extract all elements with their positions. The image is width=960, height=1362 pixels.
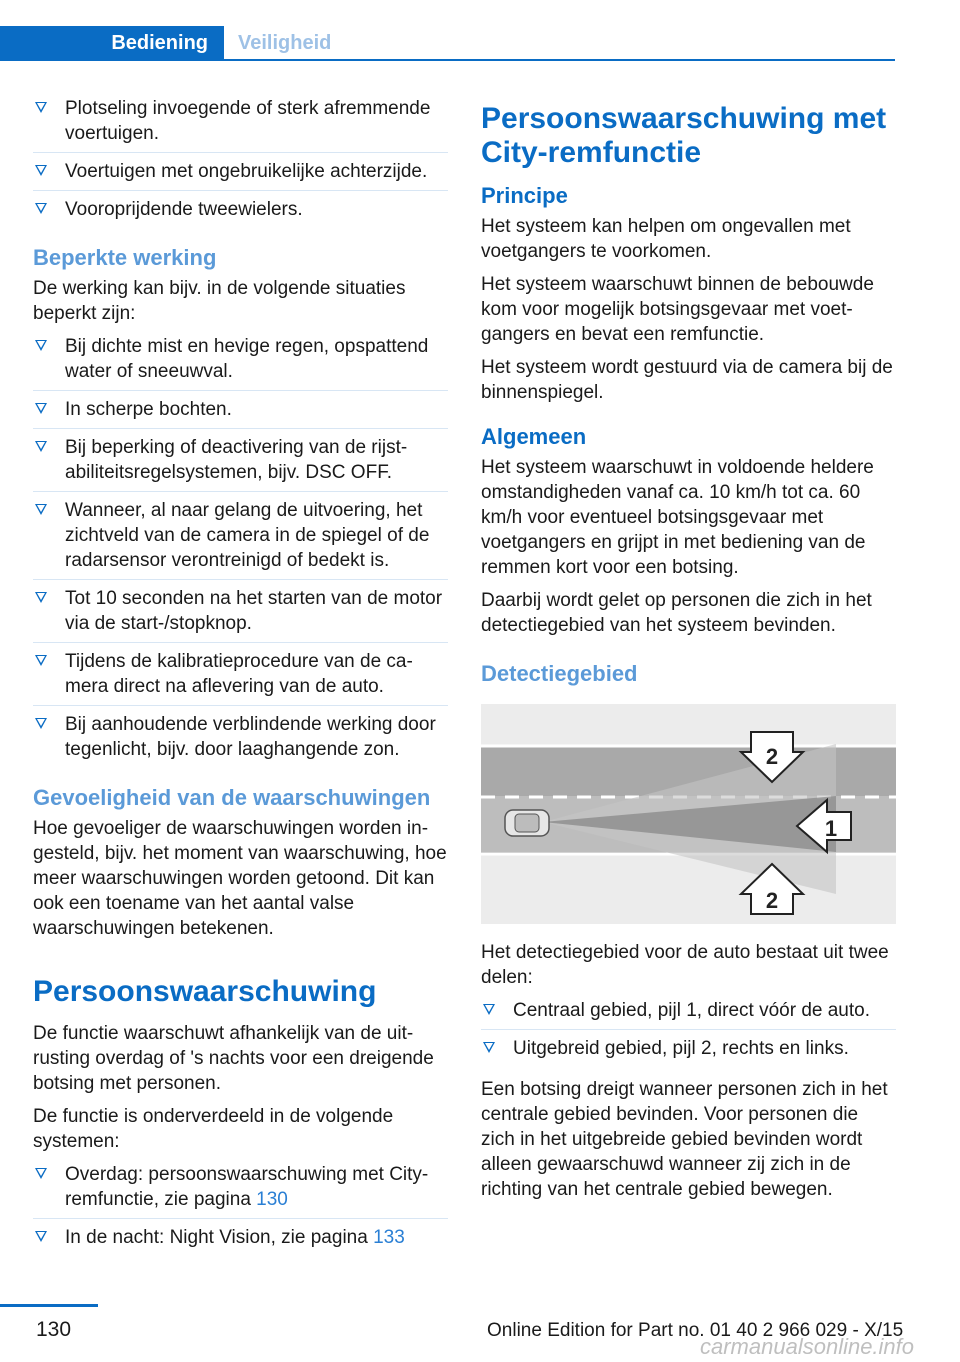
list-item: Vooroprijdende tweewielers. <box>33 197 448 228</box>
heading-gevoeligheid: Gevoeligheid van de waarschuwingen <box>33 785 431 810</box>
triangle-bullet-icon <box>35 592 47 603</box>
paragraph: Het systeem waarschuwt in voldoende heldere omstandigheden vanaf ca. 10 km/h tot ca. 60 km/h voor eventueel botsingsgevaar met voetgangers en grijpt in met bediening van de remmen kort voor een botsing. <box>481 457 874 578</box>
list-item: Bij aanhoudende verblindende werking door tegenlicht, bijv. door laaghangende zon. <box>33 712 448 768</box>
right-column <box>481 102 896 1210</box>
list-item: Tot 10 seconden na het starten van de motor via de start-/stopknop. <box>33 586 448 643</box>
triangle-bullet-icon <box>35 441 47 452</box>
heading-city-remfunctie: Persoonswaarschuwing met City-remfunctie <box>481 102 887 169</box>
triangle-bullet-icon <box>35 165 47 176</box>
paragraph: Daarbij wordt gelet op personen die zich in het detectiegebied van het systeem bevinden. <box>481 590 872 636</box>
heading-beperkte-werking: Beperkte werking <box>33 245 217 270</box>
page-link-130[interactable]: 130 <box>256 1189 288 1210</box>
tab-bediening[interactable]: Bediening <box>0 26 224 60</box>
list-item: Centraal gebied, pijl 1, direct vóór de auto. <box>481 998 896 1030</box>
triangle-bullet-icon <box>35 340 47 351</box>
paragraph: De werking kan bijv. in de volgende situaties beperkt zijn: <box>33 278 406 324</box>
tab-veiligheid[interactable]: Veiligheid <box>238 31 332 54</box>
page-number: 130 <box>36 1318 72 1341</box>
list-item: Uitgebreid gebied, pijl 2, rechts en links. <box>481 1036 896 1067</box>
triangle-bullet-icon <box>35 403 47 414</box>
page-link-133[interactable]: 133 <box>373 1227 405 1248</box>
list-item: Voertuigen met ongebruikelijke achterzijde. <box>33 159 448 191</box>
paragraph: Hoe gevoeliger de waarschuwingen worden ingesteld, bijv. het moment van waarschuwing, hoe meer waarschuwingen worden getoond. Dit kan ook een toename van het aantal valse waarschuwingen betekenen. <box>33 818 447 939</box>
vehicle-types-list <box>33 96 448 228</box>
triangle-bullet-icon <box>35 1231 47 1242</box>
triangle-bullet-icon <box>35 1168 47 1179</box>
paragraph: De functie waarschuwt afhankelijk van de uitrusting overdag of 's nachts voor een dreigende botsing met personen. <box>33 1023 434 1094</box>
heading-persoonswaarschuwing: Persoonswaarschuwing <box>33 975 377 1008</box>
paragraph: Het detectiegebied voor de auto bestaat uit twee delen: <box>481 942 889 988</box>
triangle-bullet-icon <box>35 504 47 515</box>
car-icon <box>505 810 549 836</box>
list-item: Overdag: persoonswaarschuwing met City-remfunctie, zie pagina 130 <box>33 1162 448 1219</box>
heading-principe: Principe <box>481 183 568 208</box>
triangle-bullet-icon <box>35 203 47 214</box>
list-item: Tijdens de kalibratieprocedure van de camera direct na aflevering van de auto. <box>33 649 448 706</box>
svg-text:2: 2 <box>765 744 779 769</box>
detection-area-diagram <box>481 704 896 924</box>
paragraph: Het systeem waarschuwt binnen de bebouwde kom voor mogelijk botsingsgevaar met voetgangers en bevat een remfunctie. <box>481 274 874 345</box>
list-item: In scherpe bochten. <box>33 397 448 429</box>
detection-parts-list <box>481 998 896 1067</box>
triangle-bullet-icon <box>483 1042 495 1053</box>
list-item: Bij dichte mist en hevige regen, opspattend water of sneeuwval. <box>33 334 448 391</box>
triangle-bullet-icon <box>35 718 47 729</box>
heading-detectiegebied: Detectiegebied <box>481 661 638 686</box>
svg-text:1: 1 <box>824 816 838 841</box>
list-item: Plotseling invoegende of sterk afremmende voertuigen. <box>33 96 448 153</box>
heading-algemeen: Algemeen <box>481 424 587 449</box>
triangle-bullet-icon <box>483 1004 495 1015</box>
systems-list <box>33 1162 448 1256</box>
watermark: carmanualsonline.info <box>700 1334 915 1359</box>
paragraph: De functie is onderverdeeld in de volgende systemen: <box>33 1106 394 1152</box>
list-item: Wanneer, al naar gelang de uitvoering, het zichtveld van de camera in de spiegel of de radarsensor verontreinigd of bedekt is. <box>33 498 448 580</box>
section-tabs <box>0 26 895 60</box>
list-item: In de nacht: Night Vision, zie pagina 133 <box>33 1225 448 1256</box>
svg-text:2: 2 <box>765 888 779 913</box>
triangle-bullet-icon <box>35 655 47 666</box>
detection-area-figure <box>481 704 896 924</box>
list-item: Bij beperking of deactivering van de rijstabiliteitsregelsystemen, bijv. DSC OFF. <box>33 435 448 492</box>
triangle-bullet-icon <box>35 102 47 113</box>
footer-divider <box>0 1304 98 1307</box>
paragraph: Het systeem kan helpen om ongevallen met voetgangers te voorkomen. <box>481 216 851 262</box>
paragraph: Een botsing dreigt wanneer personen zich in het centrale gebied bevinden. Voor personen die zich in het uitgebreide gebied bevinden wordt alleen gewaarschuwd wanneer zij zich in de richting van het centrale gebied bewegen. <box>481 1079 888 1200</box>
paragraph: Het systeem wordt gestuurd via de camera bij de binnenspiegel. <box>481 357 893 403</box>
limitations-list <box>33 334 448 768</box>
header-divider <box>0 59 895 61</box>
edition-note: Online Edition for Part no. 01 40 2 966 029 - X/15 <box>487 1320 904 1341</box>
left-column <box>33 96 448 1266</box>
